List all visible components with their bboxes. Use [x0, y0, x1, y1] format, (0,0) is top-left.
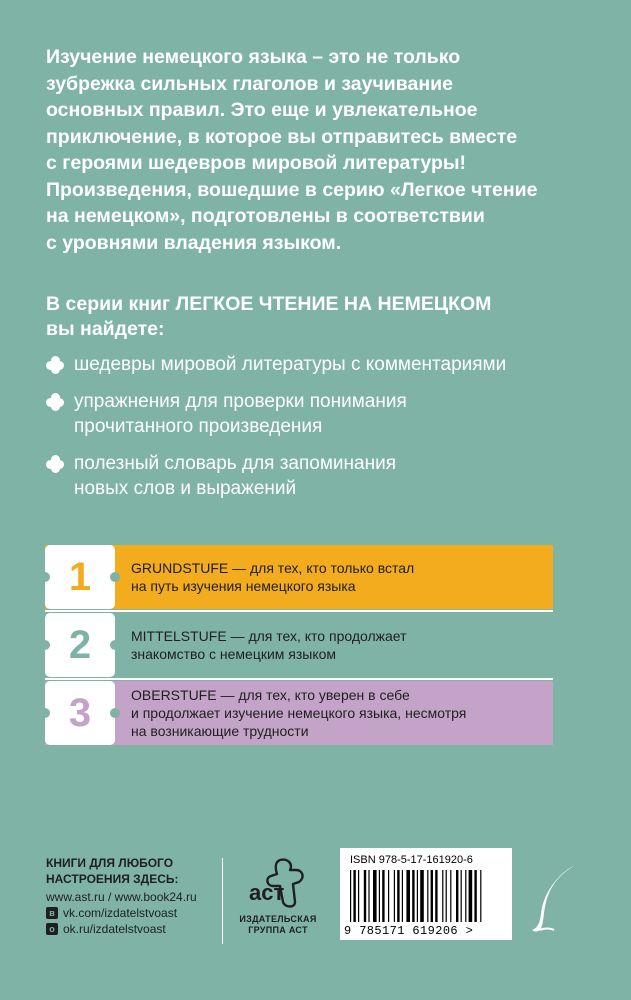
feature-line: упражнения для проверки понимания — [74, 391, 407, 412]
barcode-digits: 9 785171 619206 > — [344, 924, 474, 938]
level-panel — [45, 545, 553, 745]
series-heading — [46, 292, 606, 342]
level-number: 2 — [68, 623, 92, 667]
level-description — [115, 559, 414, 595]
level-ticket — [45, 613, 115, 677]
intro-paragraph — [46, 44, 606, 256]
flower-bullet-icon — [46, 455, 64, 473]
feature-line: шедевры мировой литературы с комментариями — [74, 354, 507, 375]
level-desc-line: GRUNDSTUFE — для тех, кто только встал — [131, 560, 415, 576]
ast-logo-icon — [233, 856, 323, 914]
level-divider — [45, 610, 553, 612]
vk-icon: в — [46, 907, 58, 919]
level-desc-line: MITTELSTUFE — для тех, кто продолжает — [131, 628, 407, 644]
intro-line: Произведения, вошедшие в серию «Легкое чтение — [46, 178, 538, 201]
intro-line: основных правил. Это еще и увлекательное — [46, 99, 478, 121]
level-row-3 — [45, 681, 553, 745]
feature-line: прочитанного произведения — [74, 416, 323, 437]
feature-text — [74, 451, 396, 501]
vk-link-row[interactable] — [46, 905, 226, 921]
level-description — [115, 686, 466, 740]
ok-link[interactable]: ok.ru/izdatelstvoast — [63, 922, 166, 936]
flower-bullet-icon — [46, 356, 64, 374]
level-description — [115, 627, 407, 663]
ok-link-row[interactable] — [46, 921, 226, 937]
intro-line: на немецком», подготовлены в соответствии — [46, 205, 485, 227]
logo-text: аст — [249, 880, 285, 905]
level-ticket — [45, 545, 115, 609]
feature-item — [46, 389, 606, 439]
store-heading: КНИГИ ДЛЯ ЛЮБОГО — [46, 856, 174, 870]
publisher-name: ИЗДАТЕЛЬСКАЯ — [239, 914, 317, 924]
feature-text — [74, 352, 506, 377]
store-links — [46, 855, 226, 937]
vk-link[interactable]: vk.com/izdatelstvoast — [63, 906, 178, 920]
feature-line: новых слов и выражений — [74, 478, 297, 499]
footer-divider — [222, 858, 223, 944]
level-desc-line: знакомство с немецким языком — [131, 646, 337, 662]
intro-line: зубрежка сильных глаголов и заучивание — [46, 72, 453, 95]
series-line: вы найдете: — [46, 318, 165, 340]
level-divider — [45, 678, 553, 680]
publisher-name: ГРУППА АСТ — [248, 925, 308, 935]
barcode-box — [340, 848, 512, 940]
website-links[interactable]: www.ast.ru / www.book24.ru — [46, 890, 197, 904]
feature-item — [46, 451, 606, 501]
feature-item — [46, 352, 606, 377]
series-line: В серии книг ЛЕГКОЕ ЧТЕНИЕ НА НЕМЕЦКОМ — [46, 293, 492, 315]
isbn-text: ISBN 978-5-17-161920-6 — [350, 854, 473, 866]
level-desc-line: на путь изучения немецкого языка — [131, 578, 356, 594]
level-row-2 — [45, 613, 553, 677]
intro-line: приключение, в которое вы отправитесь вместе — [46, 125, 518, 148]
intro-line: с уровнями владения языком. — [46, 231, 342, 254]
intro-line: Изучение немецкого языка – это не только — [46, 46, 461, 68]
ok-icon: о — [46, 923, 58, 935]
feather-logo-icon — [530, 864, 580, 934]
intro-line: с героями шедевров мировой литературы! — [46, 152, 467, 174]
level-desc-line: OBERSTUFE — для тех, кто уверен в себе — [131, 687, 410, 703]
level-desc-line: на возникающие трудности — [131, 723, 309, 739]
barcode-bars — [346, 870, 506, 924]
level-desc-line: и продолжает изучение немецкого языка, несмотря — [131, 705, 467, 721]
level-ticket — [45, 681, 115, 745]
feature-text — [74, 389, 407, 439]
publisher-block — [233, 856, 323, 936]
level-row-1 — [45, 545, 553, 609]
feature-list — [46, 352, 606, 501]
level-number: 3 — [68, 691, 92, 735]
level-number: 1 — [68, 555, 92, 599]
feature-line: полезный словарь для запоминания — [74, 453, 396, 474]
store-heading: НАСТРОЕНИЯ ЗДЕСЬ: — [46, 872, 179, 886]
flower-bullet-icon — [46, 393, 64, 411]
